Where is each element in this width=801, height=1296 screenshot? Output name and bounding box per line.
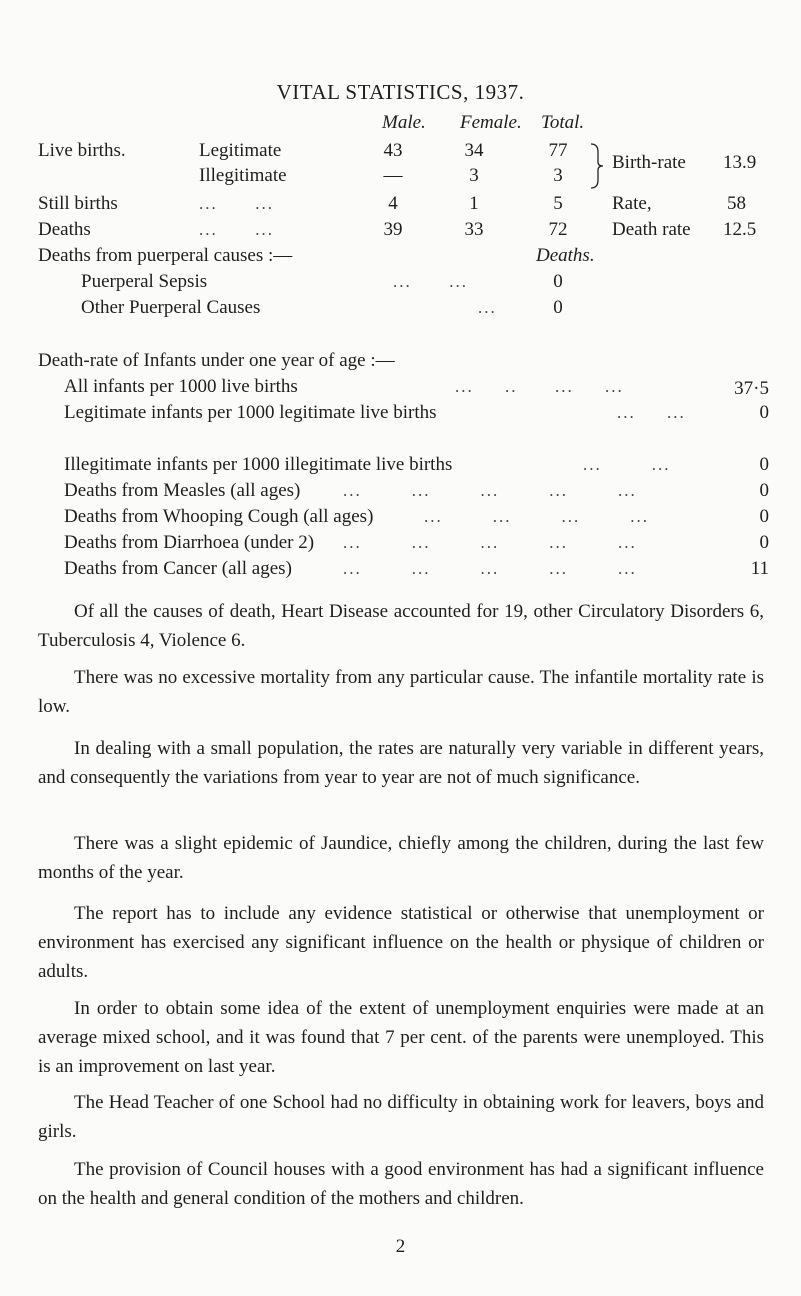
leader-dots: ...: [478, 298, 497, 317]
infant-row-label: Legitimate infants per 1000 legitimate live births: [64, 402, 437, 423]
infant-row-label: Deaths from Cancer (all ages): [64, 558, 292, 579]
other-puerperal-label: Other Puerperal Causes: [81, 297, 261, 318]
still-rate-value: 58: [727, 193, 746, 214]
other-puerperal-value: 0: [553, 297, 563, 318]
deaths-female: 33: [464, 219, 484, 240]
paragraph-enquiries: In order to obtain some idea of the extent of unemployment enquiries were made at an average mixed school, and it was found that 7 per cent. of the parents were unemployed. This is an improvement on last year.: [38, 998, 764, 1077]
legitimate-total: 77: [548, 140, 568, 161]
infant-row-label: Deaths from Measles (all ages): [64, 480, 301, 501]
illegitimate-female: 3: [469, 165, 479, 186]
deaths-column-header: Deaths.: [536, 245, 595, 266]
infant-row-value: 0: [759, 506, 769, 527]
legitimate-female: 34: [464, 140, 484, 161]
page-title: VITAL STATISTICS, 1937.: [276, 80, 525, 104]
death-rate-label: Death rate: [612, 219, 691, 240]
still-births-male: 4: [388, 193, 398, 214]
leader-dots: ... .. ... ...: [455, 377, 624, 396]
page-number: 2: [395, 1236, 406, 1257]
birth-rate-label: Birth-rate: [612, 152, 686, 173]
leader-dots: ... ...: [199, 220, 274, 239]
paragraph-rates: In dealing with a small population, the rates are naturally very variable in different years, and consequently the variations from year to year are not of much significance.: [38, 738, 764, 788]
legitimate-male: 43: [383, 140, 403, 161]
deaths-male: 39: [383, 219, 403, 240]
leader-dots: ... ... ... ... ...: [343, 559, 637, 578]
still-births-total: 5: [553, 193, 563, 214]
infant-row-label: All infants per 1000 live births: [64, 376, 298, 397]
infant-row-value: 0: [759, 532, 769, 553]
deaths-total: 72: [548, 219, 568, 240]
infant-row-label: Deaths from Whooping Cough (all ages): [64, 506, 374, 527]
birth-rate-value: 13.9: [723, 152, 757, 173]
puerperal-sepsis-label: Puerperal Sepsis: [81, 271, 208, 292]
paragraph-head-teacher: The Head Teacher of one School had no difficulty in obtaining work for leavers, boys and girls.: [38, 1092, 764, 1142]
still-births-label: Still births: [38, 193, 118, 214]
deaths-label: Deaths: [38, 219, 91, 240]
infant-row-value: 0: [759, 402, 769, 423]
column-header-male: Male.: [382, 112, 426, 133]
puerperal-heading: Deaths from puerperal causes :—: [38, 245, 293, 266]
infant-row-label: Illegitimate infants per 1000 illegitimate live births: [64, 454, 453, 475]
paragraph-council-houses: The provision of Council houses with a good environment has had a significant influence on the health and general condition of the mothers and children.: [38, 1159, 764, 1209]
infant-row-value: 37·5: [734, 378, 769, 399]
live-births-label: Live births.: [38, 140, 126, 161]
leader-dots: ... ... ... ...: [424, 507, 649, 526]
leader-dots: ... ...: [583, 455, 671, 474]
column-header-total: Total.: [541, 112, 585, 133]
still-rate-label: Rate,: [612, 193, 652, 214]
paragraph-unemployment: The report has to include any evidence statistical or otherwise that unemployment or environment has exercised any significant influence on the health or physique of children or adults.: [38, 903, 764, 982]
leader-dots: ... ...: [617, 403, 686, 422]
legitimate-label: Legitimate: [199, 140, 282, 161]
brace-icon: [588, 142, 606, 190]
paragraph-jaundice: There was a slight epidemic of Jaundice, chiefly among the children, during the last few months of the year.: [38, 833, 764, 883]
infant-row-value: 11: [750, 558, 769, 579]
death-rate-value: 12.5: [723, 219, 757, 240]
illegitimate-total: 3: [553, 165, 563, 186]
illegitimate-male: —: [383, 165, 403, 186]
leader-dots: ... ... ... ... ...: [343, 533, 637, 552]
leader-dots: ... ...: [199, 194, 274, 213]
illegitimate-label: Illegitimate: [199, 165, 287, 186]
infant-row-label: Deaths from Diarrhoea (under 2): [64, 532, 315, 553]
still-births-female: 1: [469, 193, 479, 214]
leader-dots: ... ...: [393, 272, 468, 291]
puerperal-sepsis-value: 0: [553, 271, 563, 292]
paragraph-mortality: There was no excessive mortality from any particular cause. The infantile mortality rate is low.: [38, 667, 764, 717]
column-header-female: Female.: [460, 112, 522, 133]
paragraph-causes: Of all the causes of death, Heart Disease accounted for 19, other Circulatory Disorders 6, Tuberculosis 4, Violence 6.: [38, 601, 764, 651]
leader-dots: ... ... ... ... ...: [343, 481, 637, 500]
infant-row-value: 0: [759, 454, 769, 475]
infant-row-value: 0: [759, 480, 769, 501]
infant-heading: Death-rate of Infants under one year of age :—: [38, 350, 395, 371]
